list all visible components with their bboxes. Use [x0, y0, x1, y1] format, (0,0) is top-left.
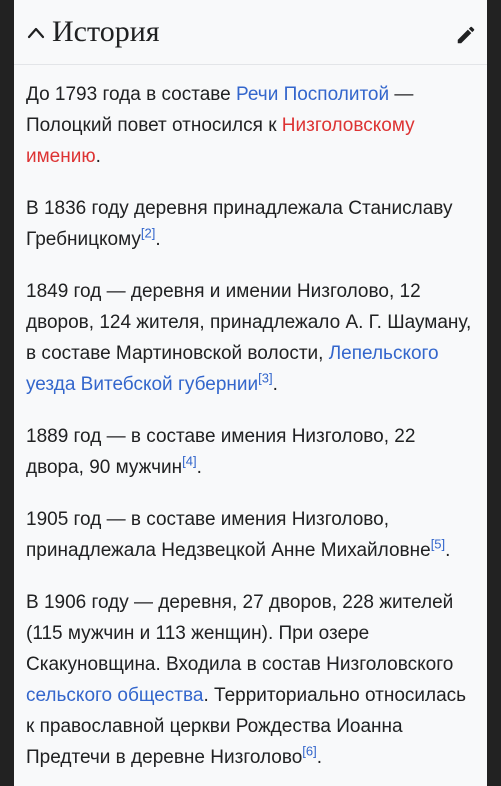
paragraph-text: . [445, 540, 451, 561]
pencil-icon[interactable] [455, 24, 477, 46]
link-vitebsk-guberniya[interactable]: Витебской губернии [80, 374, 259, 395]
reference-2[interactable] [141, 226, 155, 241]
paragraph-1905 [26, 504, 475, 566]
section-content [14, 65, 487, 773]
paragraph-text: В 1906 году — деревня, 27 дворов, 228 жителей (115 мужчин и 113 женщин). При озере Скакуновщина. Входила в состав Низголовского [26, 592, 454, 675]
paragraph-text: — Полоцкий повет относился к [26, 84, 414, 136]
paragraph-text: В 1836 году деревня принадлежала Станиславу Гребницкому [26, 198, 453, 250]
paragraph-1836 [26, 193, 475, 255]
reference-4[interactable] [182, 454, 196, 469]
reference-6[interactable] [302, 744, 316, 759]
reference-link[interactable]: [6] [302, 743, 317, 759]
paragraph-1849 [26, 276, 475, 400]
paragraph-text: 1905 год — в составе имения Низголово, принадлежала Недзвецкой Анне Михайловне [26, 509, 431, 561]
paragraph-text: До 1793 года в составе [26, 84, 237, 105]
chevron-up-icon[interactable] [26, 25, 46, 41]
link-lepelsky-uezd[interactable]: Лепельского уезда [26, 343, 439, 395]
paragraph-1906 [26, 587, 475, 773]
paragraph-text: . [272, 374, 278, 395]
reference-link[interactable]: [4] [182, 453, 197, 469]
redlink-nizgolovskoe-imenie[interactable]: Низголовскому имению [26, 115, 415, 167]
article-frame [14, 0, 487, 786]
paragraph-text: . [95, 146, 101, 167]
paragraph-1793 [26, 79, 475, 172]
paragraph-text: . Территориально относилась к православной церкви Рождества Иоанна Предтечи в деревне Низголово [26, 685, 467, 768]
paragraph-text: . [196, 457, 202, 478]
link-selskoe-obshchestvo[interactable]: сельского общества [26, 685, 204, 706]
paragraph-1889 [26, 421, 475, 483]
paragraph-text: 1889 год — в составе имения Низголово, 22 двора, 90 мужчин [26, 426, 416, 478]
paragraph-text: 1849 год — деревня и имении Низголово, 12 дворов, 124 жителя, принадлежало А. Г. Шауману, в составе Мартиновской волости, [26, 281, 472, 364]
link-rech-pospolitaya[interactable]: Речи Посполитой [236, 84, 390, 105]
section-header[interactable] [14, 0, 487, 65]
section-title: История [52, 15, 160, 48]
reference-link[interactable]: [5] [430, 536, 446, 552]
reference-3[interactable] [258, 371, 272, 386]
paragraph-text: . [316, 747, 323, 768]
reference-5[interactable] [431, 537, 445, 552]
reference-link[interactable]: [2] [140, 225, 156, 241]
reference-link[interactable]: [3] [258, 370, 273, 386]
paragraph-text: . [155, 229, 161, 250]
